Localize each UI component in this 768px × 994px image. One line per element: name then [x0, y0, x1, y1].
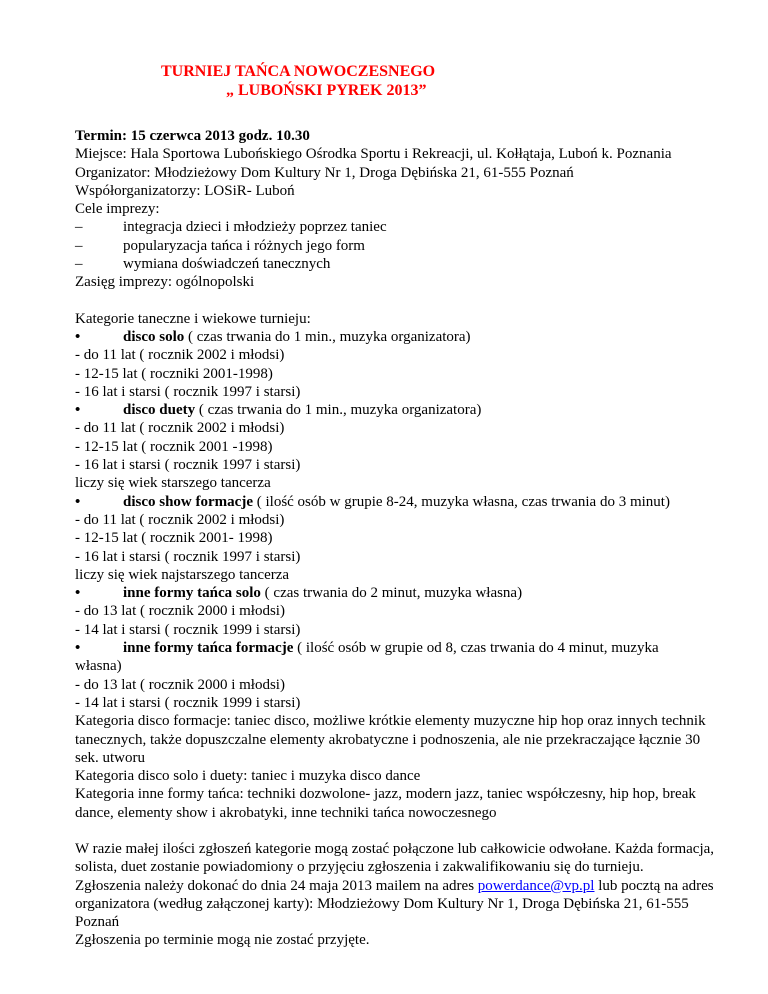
age-group: - do 11 lat ( rocznik 2002 i młodsi): [75, 420, 285, 437]
age-group: - 12-15 lat ( roczniki 2001-1998): [75, 365, 273, 382]
dash-marker: –: [75, 256, 83, 273]
late-registration-note: Zgłoszenia po terminie mogą nie zostać przyjęte.: [75, 932, 370, 949]
category-disco-solo: • disco solo ( czas trwania do 1 min., muzyka organizatora): [75, 328, 471, 345]
notice-paragraph: W razie małej ilości zgłoszeń kategorie mogą zostać połączone lub całkowicie odwołane. Każda formacja, solista, duet zostanie powiadomiony o przyjęciu zgłoszenia i zakwalifikowaniu się do turnieju.: [75, 840, 715, 876]
category-note: liczy się wiek starszego tancerza: [75, 475, 271, 492]
event-place: Miejsce: Hala Sportowa Lubońskiego Ośrodka Sportu i Rekreacji, ul. Kołłątaja, Luboń k. Poznania: [75, 146, 672, 163]
categories-heading: Kategorie taneczne i wiekowe turnieju:: [75, 310, 311, 327]
event-range: Zasięg imprezy: ogólnopolski: [75, 274, 255, 291]
event-organizer: Organizator: Młodzieżowy Dom Kultury Nr 1, Droga Dębińska 21, 61-555 Poznań: [75, 164, 574, 181]
category-inne-solo: • inne formy tańca solo ( czas trwania do 2 minut, muzyka własna): [75, 585, 523, 602]
age-group: - 16 lat i starsi ( rocznik 1997 i starsi): [75, 383, 301, 400]
bullet-marker: •: [75, 640, 81, 657]
bullet-marker: •: [75, 328, 81, 345]
goal-item: – popularyzacja tańca i różnych jego form: [75, 237, 365, 254]
document-page: [75, 62, 715, 950]
definition-disco-formacje: Kategoria disco formacje: taniec disco, możliwe krótkie elementy muzyczne hip hop oraz innych technik tanecznych, także dopuszczalne elementy akrobatyczne i podnoszenia, ale nie przekraczające łącznie 30 sek. utworu: [75, 713, 706, 766]
goal-item: – integracja dzieci i młodzieży poprzez taniec: [75, 219, 387, 236]
bullet-marker: •: [75, 493, 81, 510]
page-subtitle: „ LUBOŃSKI PYREK 2013”: [226, 82, 427, 99]
age-group: - do 11 lat ( rocznik 2002 i młodsi): [75, 347, 285, 364]
category-desc-continued: własna): [75, 658, 122, 675]
age-group: - do 13 lat ( rocznik 2000 i młodsi): [75, 676, 285, 693]
bullet-marker: •: [75, 585, 81, 602]
event-coorganizers: Współorganizatorzy: LOSiR- Luboń: [75, 182, 295, 199]
page-title: TURNIEJ TAŃCA NOWOCZESNEGO: [161, 63, 436, 80]
age-group: - do 13 lat ( rocznik 2000 i młodsi): [75, 603, 285, 620]
dash-marker: –: [75, 237, 83, 254]
age-group: - 12-15 lat ( rocznik 2001 -1998): [75, 438, 273, 455]
age-group: - 12-15 lat ( rocznik 2001- 1998): [75, 530, 273, 547]
age-group: - 16 lat i starsi ( rocznik 1997 i starsi): [75, 548, 301, 565]
category-disco-duety: • disco duety ( czas trwania do 1 min., muzyka organizatora): [75, 402, 482, 419]
age-group: - do 11 lat ( rocznik 2002 i młodsi): [75, 511, 285, 528]
goal-item: – wymiana doświadczeń tanecznych: [75, 256, 331, 273]
registration-paragraph: Zgłoszenia należy dokonać do dnia 24 maja 2013 mailem na adres powerdance@vp.pl lub pocztą na adres organizatora (według załączonej karty): Młodzieżowy Dom Kultury Nr 1, Droga Dębińska 21, 61-555 Poznań: [75, 877, 714, 931]
age-group: - 14 lat i starsi ( rocznik 1999 i starsi): [75, 621, 301, 638]
category-disco-show: • disco show formacje ( ilość osób w grupie 8-24, muzyka własna, czas trwania do 3 minut): [75, 493, 670, 510]
definition-inne-formy: Kategoria inne formy tańca: techniki dozwolone- jazz, modern jazz, taniec współczesny, hip hop, break dance, elementy show i akrobatyki, inne techniki tańca nowoczesnego: [75, 786, 696, 821]
age-group: - 14 lat i starsi ( rocznik 1999 i starsi): [75, 694, 301, 711]
event-date: Termin: 15 czerwca 2013 godz. 10.30: [75, 128, 310, 144]
email-link[interactable]: powerdance@vp.pl: [477, 877, 595, 894]
bullet-marker: •: [75, 402, 81, 419]
category-note: liczy się wiek najstarszego tancerza: [75, 566, 290, 583]
age-group: - 16 lat i starsi ( rocznik 1997 i starsi): [75, 457, 301, 474]
dash-marker: –: [75, 219, 83, 236]
event-goals-label: Cele imprezy:: [75, 201, 160, 218]
definition-disco-solo-duety: Kategoria disco solo i duety: taniec i muzyka disco dance: [75, 768, 421, 785]
category-inne-formacje: • inne formy tańca formacje ( ilość osób w grupie od 8, czas trwania do 4 minut, muzyka: [75, 640, 659, 657]
